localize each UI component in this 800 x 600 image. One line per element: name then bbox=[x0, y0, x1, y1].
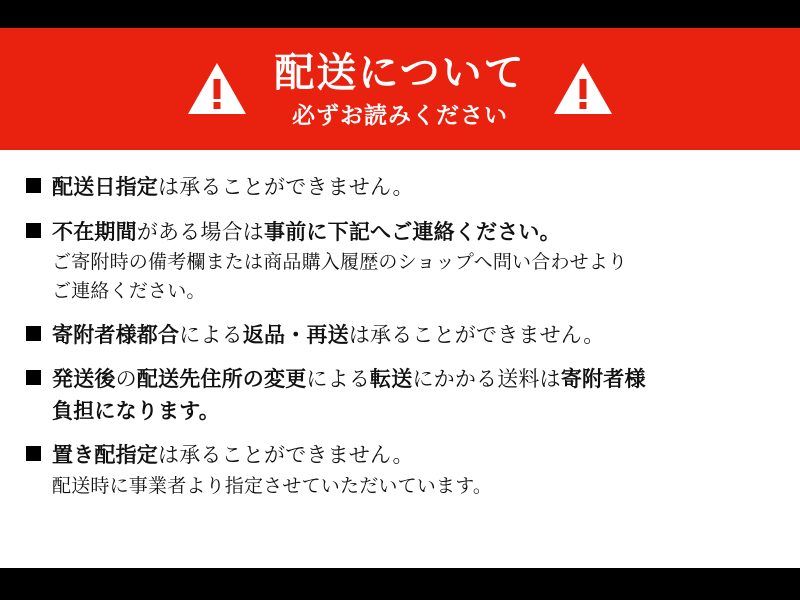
notice-bold-part: 事前に下記へご連絡ください。 bbox=[264, 220, 561, 244]
notice-normal-part: による bbox=[179, 323, 243, 347]
notice-subline: ご連絡ください。 bbox=[52, 281, 206, 303]
notice-bold-part: 配送先住所の変更 bbox=[136, 368, 307, 392]
notice-normal-part: は承ることができません。 bbox=[158, 176, 414, 199]
square-bullet-icon bbox=[26, 178, 41, 193]
notice-normal-part: は承ることができません。 bbox=[158, 444, 414, 468]
delivery-notice-banner bbox=[0, 28, 800, 150]
list-item bbox=[26, 172, 774, 204]
notice-normal-part: がある場合は bbox=[136, 220, 265, 244]
list-item bbox=[26, 217, 774, 307]
notice-subline: 配送時に事業者より指定させていただいています。 bbox=[52, 475, 493, 497]
warning-triangle-icon bbox=[552, 61, 614, 117]
notice-bold-part: 寄附者様 bbox=[560, 368, 646, 392]
banner-title: 配送について bbox=[274, 50, 526, 95]
notice-line bbox=[52, 364, 774, 396]
notice-normal-part: にかかる送料は bbox=[412, 368, 561, 392]
square-bullet-icon bbox=[26, 446, 41, 461]
square-bullet-icon bbox=[26, 326, 41, 341]
notice-line bbox=[52, 440, 774, 472]
square-bullet-icon bbox=[26, 223, 41, 238]
notice-normal-part: の bbox=[115, 368, 137, 392]
notice-subline: ご寄附時の備考欄または商品購入履歴のショップへ問い合わせより bbox=[52, 252, 628, 273]
notice-line bbox=[52, 320, 774, 352]
notice-bold-part: 不在期間 bbox=[52, 220, 137, 244]
square-bullet-icon bbox=[26, 370, 41, 385]
notice-normal-part: による bbox=[306, 368, 371, 392]
list-item bbox=[26, 364, 774, 427]
notice-list bbox=[0, 150, 800, 568]
notice-bold-part: 発送後 bbox=[52, 368, 116, 392]
notice-bold-part: 返品・再送 bbox=[242, 323, 349, 347]
banner-text bbox=[274, 50, 525, 128]
notice-line bbox=[52, 217, 774, 249]
list-item-body bbox=[52, 320, 774, 352]
banner-subtitle: 必ずお読みください bbox=[291, 101, 508, 128]
list-item-body bbox=[52, 172, 774, 204]
warning-triangle-icon bbox=[186, 61, 248, 117]
list-item bbox=[26, 320, 774, 352]
list-item-body bbox=[52, 440, 774, 501]
list-item-body bbox=[52, 364, 774, 427]
list-item-body bbox=[52, 217, 774, 307]
notice-bold-part: 転送 bbox=[370, 368, 413, 392]
notice-bold-part: 配送日指定 bbox=[52, 176, 158, 199]
banner-inner bbox=[186, 50, 613, 128]
notice-normal-part: は承ることができません。 bbox=[348, 323, 605, 347]
notice-line: 負担になります。 bbox=[52, 399, 220, 423]
notice-bold-part: 寄附者様都合 bbox=[52, 323, 180, 347]
list-item bbox=[26, 440, 774, 501]
notice-bold-part: 置き配指定 bbox=[52, 444, 158, 468]
notice-line bbox=[52, 172, 774, 204]
